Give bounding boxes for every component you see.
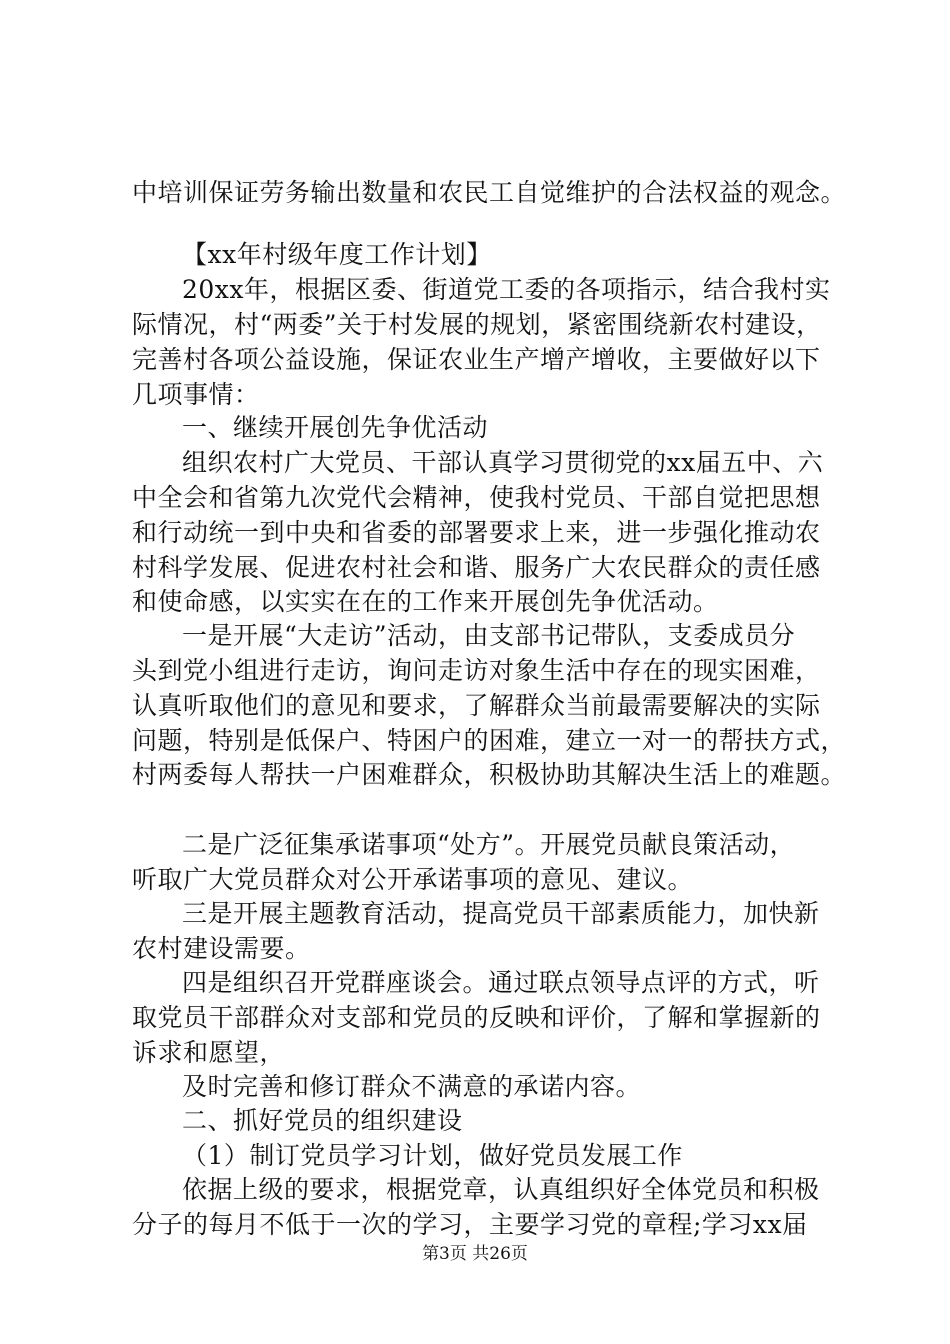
text-line: 完善村各项公益设施，保证农业生产增产增收，主要做好以下 <box>132 345 821 374</box>
section-heading: 二、抓好党员的组织建设 <box>182 1106 463 1135</box>
text-line: 组织农村广大党员、干部认真学习贯彻党的xx届五中、六 <box>182 448 824 477</box>
page-number-footer: 第3页 共26页 <box>422 1244 528 1264</box>
text-line: 四是组织召开党群座谈会。通过联点领导点评的方式，听 <box>182 968 820 997</box>
text-line: 和使命感，以实实在在的工作来开展创先争优活动。 <box>132 587 719 616</box>
text-line: 村科学发展、促进农村社会和谐、服务广大农民群众的责任感 <box>132 553 821 582</box>
text-line: 中培训保证劳务输出数量和农民工自觉维护的合法权益的观念。 <box>132 178 847 207</box>
text-line: 二是广泛征集承诺事项“处方”。开展党员献良策活动， <box>182 830 796 859</box>
text-line: 诉求和愿望， <box>132 1038 286 1067</box>
text-line: 听取广大党员群众对公开承诺事项的意见、建议。 <box>132 865 694 894</box>
text-line: 三是开展主题教育活动，提高党员干部素质能力，加快新 <box>182 899 820 928</box>
text-line: 几项事情： <box>132 380 260 409</box>
text-line: 认真听取他们的意见和要求，了解群众当前最需要解决的实际 <box>132 691 821 720</box>
subsection-heading: （1）制订党员学习计划，做好党员发展工作 <box>182 1141 683 1170</box>
text-line: 际情况，村“两委”关于村发展的规划，紧密围绕新农村建设， <box>132 310 822 339</box>
text-line: 头到党小组进行走访，询问走访对象生活中存在的现实困难， <box>132 656 821 685</box>
text-line: 20xx年，根据区委、街道党工委的各项指示，结合我村实 <box>182 275 831 304</box>
text-line: 依据上级的要求，根据党章，认真组织好全体党员和积极 <box>182 1175 820 1204</box>
text-line: 分子的每月不低于一次的学习，主要学习党的章程;学习xx届 <box>132 1210 808 1239</box>
text-line: 村两委每人帮扶一户困难群众，积极协助其解决生活上的难题。 <box>132 760 847 789</box>
text-line: 一是开展“大走访”活动，由支部书记带队，支委成员分 <box>182 621 796 650</box>
section-heading: 【xx年村级年度工作计划】 <box>182 240 492 269</box>
text-line: 中全会和省第九次党代会精神，使我村党员、干部自觉把思想 <box>132 483 821 512</box>
text-line: 农村建设需要。 <box>132 934 311 963</box>
text-line: 取党员干部群众对支部和党员的反映和评价，了解和掌握新的 <box>132 1003 821 1032</box>
section-heading: 一、继续开展创先争优活动 <box>182 413 489 442</box>
text-line: 和行动统一到中央和省委的部署要求上来，进一步强化推动农 <box>132 518 821 547</box>
text-line: 及时完善和修订群众不满意的承诺内容。 <box>182 1072 642 1101</box>
text-line: 问题，特别是低保户、特困户的困难，建立一对一的帮扶方式， <box>132 726 847 755</box>
